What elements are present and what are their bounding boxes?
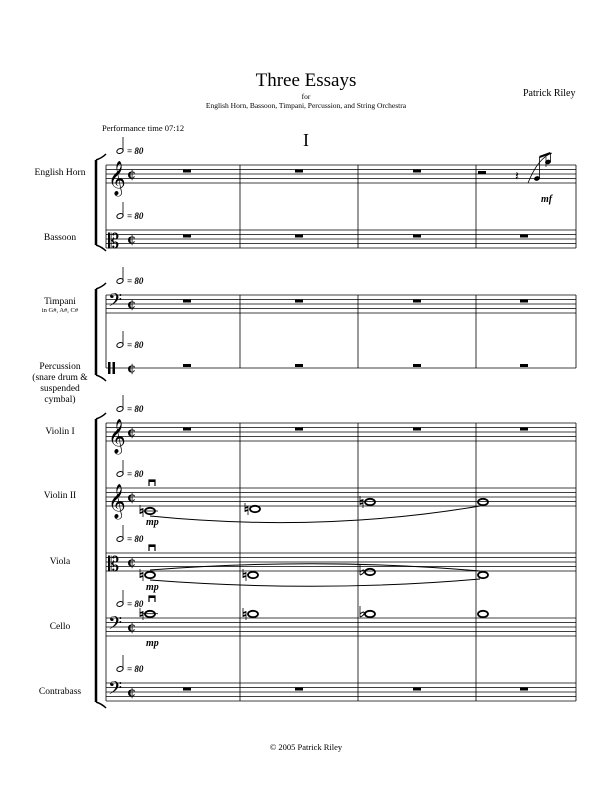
instrument-label-contrabass: Contrabass bbox=[38, 687, 82, 697]
dynamics bbox=[146, 194, 554, 649]
copyright-notice: © 2005 Patrick Riley bbox=[269, 742, 343, 752]
quarter-rest: 𝄽 bbox=[515, 169, 519, 185]
tempo-marking bbox=[116, 655, 144, 674]
tempo-marking bbox=[116, 267, 144, 286]
tempo-marking bbox=[116, 395, 144, 414]
timpani-tuning: in G#, A#, C# bbox=[41, 307, 79, 314]
tempo-marking bbox=[116, 331, 144, 350]
notes bbox=[140, 480, 488, 620]
percussion-clef-icon bbox=[108, 362, 111, 374]
whole-rests bbox=[183, 153, 552, 691]
cut-time-signature: ¢ bbox=[127, 297, 137, 313]
whole-note bbox=[360, 606, 375, 617]
piece-title: Three Essays bbox=[255, 70, 357, 91]
whole-rest bbox=[413, 428, 421, 431]
whole-rest bbox=[520, 300, 528, 303]
dynamic-marking: mp bbox=[146, 638, 159, 649]
slur bbox=[150, 506, 480, 523]
whole-rest bbox=[183, 688, 191, 691]
treble-clef-icon: 𝄞 bbox=[108, 484, 126, 519]
tempo-marking bbox=[116, 460, 144, 479]
tempo-marking bbox=[116, 202, 144, 221]
bass-clef-icon: 𝄢 bbox=[108, 678, 123, 704]
dynamic-marking: mp bbox=[146, 582, 159, 593]
instrumentation-line: English Horn, Bassoon, Timpani, Percussion, and String Orchestra bbox=[205, 101, 407, 110]
whole-note bbox=[360, 564, 375, 575]
whole-rest bbox=[413, 364, 421, 367]
performance-time: Performance time 07:12 bbox=[102, 123, 185, 133]
instrument-label-timpani: Timpani bbox=[44, 297, 76, 307]
whole-rest bbox=[520, 428, 528, 431]
tempo-text: = 80 bbox=[127, 404, 144, 414]
whole-rest bbox=[295, 428, 303, 431]
cut-time-signature: ¢ bbox=[127, 620, 137, 636]
cut-time-signature: ¢ bbox=[127, 685, 137, 701]
whole-rest bbox=[295, 170, 303, 173]
whole-rest bbox=[295, 688, 303, 691]
whole-rest bbox=[295, 364, 303, 367]
instrument-label-percussion: Percussion (snare drum & suspended cymbal) bbox=[32, 362, 88, 405]
instrument-label-english-horn: English Horn bbox=[34, 168, 86, 178]
composer-name: Patrick Riley bbox=[523, 88, 576, 99]
barlines bbox=[106, 165, 576, 701]
cut-time-signature: ¢ bbox=[127, 167, 137, 183]
tempo-marking bbox=[116, 525, 144, 544]
tempo-text: = 80 bbox=[127, 276, 144, 286]
whole-rest bbox=[520, 688, 528, 691]
group-brackets bbox=[96, 154, 106, 708]
whole-note bbox=[478, 572, 488, 578]
slur bbox=[150, 564, 480, 571]
tempo-text: = 80 bbox=[127, 211, 144, 221]
tempo-text: = 80 bbox=[127, 664, 144, 674]
whole-rest bbox=[413, 170, 421, 173]
whole-rest bbox=[520, 235, 528, 238]
english-horn-figure bbox=[478, 153, 552, 185]
cut-time-signature: ¢ bbox=[127, 555, 137, 571]
treble-clef-icon: 𝄞 bbox=[108, 419, 126, 454]
dynamic-marking: mf bbox=[541, 194, 553, 205]
whole-rest bbox=[183, 300, 191, 303]
tempo-markings bbox=[116, 137, 144, 674]
tempo-text: = 80 bbox=[127, 469, 144, 479]
whole-note bbox=[245, 503, 260, 515]
whole-rest bbox=[413, 300, 421, 303]
whole-rest bbox=[183, 428, 191, 431]
whole-rest bbox=[183, 170, 191, 173]
tempo-text: = 80 bbox=[127, 599, 144, 609]
movement-number: I bbox=[303, 130, 309, 150]
alto-clef-icon: 𝄡 bbox=[108, 229, 120, 253]
instrument-label-violin-ii: Violin II bbox=[43, 491, 77, 501]
whole-rest bbox=[295, 300, 303, 303]
whole-rest bbox=[183, 235, 191, 238]
instrument-label-violin-i: Violin I bbox=[45, 427, 75, 437]
dynamic-marking: mp bbox=[146, 517, 159, 528]
instrument-label-bassoon: Bassoon bbox=[43, 233, 77, 243]
whole-note bbox=[478, 611, 488, 617]
whole-rest bbox=[295, 235, 303, 238]
whole-rest bbox=[183, 364, 191, 367]
tempo-marking bbox=[116, 590, 144, 609]
staff-lines bbox=[106, 165, 576, 701]
whole-rest bbox=[413, 688, 421, 691]
tempo-text: = 80 bbox=[127, 340, 144, 350]
bass-clef-icon: 𝄢 bbox=[108, 290, 123, 316]
treble-clef-icon: 𝄞 bbox=[108, 161, 126, 196]
cut-time-signature: ¢ bbox=[127, 425, 137, 441]
clefs bbox=[108, 161, 136, 704]
cut-time-signature: ¢ bbox=[127, 490, 137, 506]
cut-time-signature: ¢ bbox=[127, 361, 137, 377]
instrument-label-viola: Viola bbox=[49, 557, 71, 567]
whole-rest bbox=[413, 235, 421, 238]
whole-note bbox=[478, 499, 488, 505]
bass-clef-icon: 𝄢 bbox=[108, 613, 123, 639]
tempo-marking bbox=[116, 137, 144, 156]
whole-rest bbox=[520, 364, 528, 367]
half-rest bbox=[478, 171, 486, 174]
slur bbox=[150, 579, 480, 586]
for-text: for bbox=[301, 92, 311, 101]
instrument-label-cello: Cello bbox=[49, 622, 71, 632]
tempo-text: = 80 bbox=[127, 534, 144, 544]
alto-clef-icon: 𝄡 bbox=[108, 552, 120, 576]
cut-time-signature: ¢ bbox=[127, 232, 137, 248]
tempo-text: = 80 bbox=[127, 146, 144, 156]
